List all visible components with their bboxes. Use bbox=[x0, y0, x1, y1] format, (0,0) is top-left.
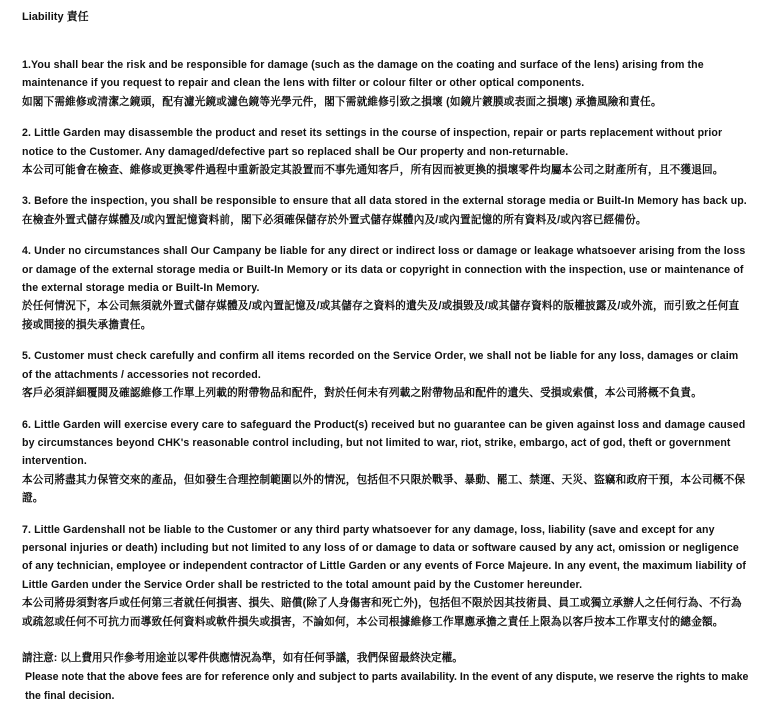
liability-item-3-en-text: 3. Before the inspection, you shall be responsible to ensure that all data stored in the external storage media or Built-In Memory has back up. bbox=[22, 195, 747, 208]
footer-notes bbox=[22, 649, 750, 706]
liability-item-1-en-text: 1.You shall bear the risk and be responsible for damage (such as the damage on the coating and surface of the lens) arising from the maintenance if you request to repair and clean the lens with filter or colour filter or other optical components. bbox=[22, 59, 704, 90]
liability-item-3-zh-text: 在檢查外置式儲存媒體及/或內置記憶資料前，閣下必須確保儲存於外置式儲存媒體內及/或內置記憶的所有資料及/或內容已經備份。 bbox=[22, 213, 647, 226]
liability-item-2 bbox=[22, 124, 750, 179]
liability-item-6-zh-text: 本公司將盡其力保管交來的產品，但如發生合理控制範圍以外的情況，包括但不只限於戰爭、暴動、罷工、禁運、天災、盜竊和政府干預，本公司概不保證。 bbox=[22, 473, 746, 505]
liability-item-4-en-text: 4. Under no circumstances shall Our Campany be liable for any direct or indirect loss or damage or leakage whatsoever arising from the loss or damage of the external storage media or Built-In Memory or its data or copyright in connection with the inspection, use or maintenance of the external storage media or Built-In Memory. bbox=[22, 245, 746, 295]
footer-note-zh-text: 請注意: 以上費用只作參考用途並以零件供應情況為準，如有任何爭議，我們保留最終決定權。 bbox=[22, 651, 463, 664]
liability-item-6 bbox=[22, 416, 750, 508]
liability-item-4 bbox=[22, 242, 750, 334]
footer-note-en-text: Please note that the above fees are for reference only and subject to parts availability. In the event of any dispute, we reserve the rights to make the final decision. bbox=[25, 670, 749, 702]
liability-item-2-en-text: 2. Little Garden may disassemble the product and reset its settings in the course of inspection, repair or parts replacement without prior notice to the Customer. Any damaged/defective part so replaced shall be Our property and non-returnable. bbox=[22, 127, 723, 158]
liability-item-5-zh-text: 客戶必須詳細覆閱及確認維修工作單上列載的附帶物品和配件，對於任何未有列載之附帶物品和配件的遺失、受損或索償，本公司將概不負責。 bbox=[22, 387, 703, 400]
liability-item-4-zh-text: 於任何情況下，本公司無須就外置式儲存媒體及/或內置記憶及/或其儲存之資料的遺失及/或損毀及/或其儲存資料的版權披露及/或外流，而引致之任何直接或間接的損失承擔責任。 bbox=[22, 300, 740, 331]
liability-item-6-en-text: 6. Little Garden will exercise every care to safeguard the Product(s) received but no guarantee can be given against loss and damage caused by circumstances beyond CHK's reasonable control including, but not limited to war, riot, strike, embargo, act of god, theft or government intervention. bbox=[22, 418, 746, 468]
liability-item-7-zh-text: 本公司將毋須對客戶或任何第三者就任何損害、損失、賠償(除了人身傷害和死亡外)，包括但不限於因其技術員、員工或獨立承辦人之任何行為、不行為或疏忽或任何不可抗力而導致任何資料或軟件損失或損害，不論如何，本公司根據維修工作單應承擔之責任上限為以客戶按本工作單支付的總金額。 bbox=[22, 597, 742, 628]
liability-item-5-en-text: 5. Customer must check carefully and confirm all items recorded on the Service Order, we shall not be liable for any loss, damages or claim of the attachments / accessories not recorded. bbox=[22, 350, 739, 381]
liability-item-2-zh-text: 本公司可能會在檢查、維修或更換零件過程中重新設定其設置而不事先通知客戶，所有因而被更換的損壞零件均屬本公司之財產所有，且不獲退回。 bbox=[22, 164, 724, 177]
liability-item-5 bbox=[22, 347, 750, 402]
liability-item-7 bbox=[22, 521, 750, 631]
liability-item-1 bbox=[22, 56, 750, 111]
liability-item-3 bbox=[22, 192, 750, 229]
section-title: Liability 責任 bbox=[22, 11, 89, 23]
liability-item-7-en-text: 7. Little Gardenshall not be liable to the Customer or any third party whatsoever for any damage, loss, liability (save and except for any personal injuries or death) including but not limited to any loss of or damage to data or software caused by any act, omission or negligence of any technician, employee or independent contractor of Little Garden or any events of Force Majeure. In any event, the maximum liability of Little Garden under the Service Order shall be restricted to the total amount paid by the Customer hereunder. bbox=[22, 523, 747, 591]
liability-item-1-zh-text: 如閣下需維修或清潔之鏡頭，配有濾光鏡或濾色鏡等光學元件，閣下需就維修引致之損壞 (如鏡片鍍膜或表面之損壞) 承擔風險和責任。 bbox=[22, 95, 662, 108]
